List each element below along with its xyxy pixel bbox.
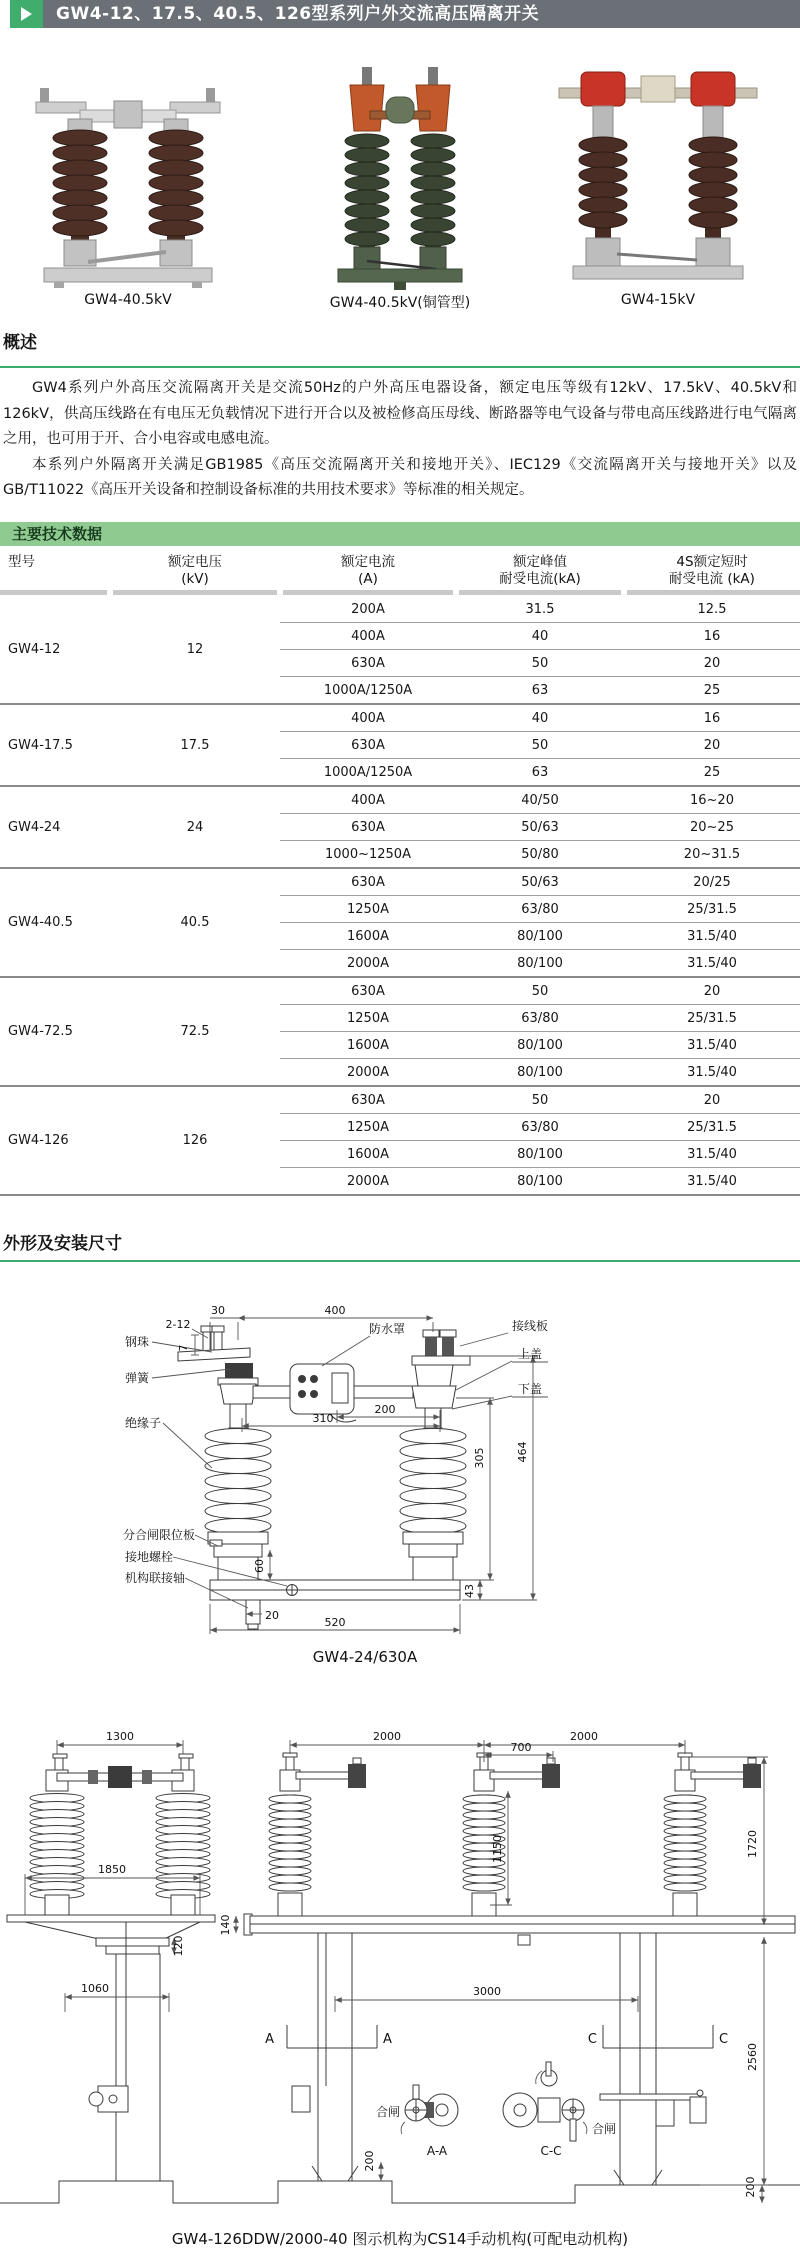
col-voltage: 额定电压 (kV) [168, 554, 222, 587]
cell-current: 1250A [280, 1005, 456, 1032]
dim-2560: 2560 [746, 2043, 759, 2071]
label-spring: 弹簧 [125, 1371, 150, 1385]
dim-310: 310 [312, 1412, 334, 1425]
cell-short: 25/31.5 [624, 1114, 800, 1141]
dim-3000: 3000 [473, 1985, 501, 1998]
overview-heading: 概述 [3, 333, 37, 353]
dim-1720: 1720 [746, 1830, 759, 1858]
cell-current: 630A [280, 868, 456, 896]
drawing-gw4-126 [0, 1682, 800, 2212]
dim-2000-b: 2000 [570, 1730, 598, 1743]
label-section-aa: A-A [426, 2144, 448, 2158]
cell-voltage: 12 [186, 642, 204, 657]
cell-peak: 63 [456, 759, 624, 787]
cell-short: 31.5/40 [624, 1059, 800, 1087]
cell-current: 630A [280, 814, 456, 841]
tech-data-banner [0, 522, 800, 546]
cell-short: 25/31.5 [624, 896, 800, 923]
dim-1150: 1150 [491, 1835, 504, 1863]
product-photo-gw4-15 [553, 68, 763, 294]
spec-row [0, 977, 800, 1005]
cell-current: 1250A [280, 896, 456, 923]
switch-photo-2 [310, 65, 490, 290]
dimensions-heading: 外形及安装尺寸 [3, 1234, 122, 1254]
mark-a-left: A [265, 2032, 274, 2047]
cell-peak: 50/63 [456, 868, 624, 896]
cell-peak: 80/100 [456, 923, 624, 950]
col-model: 型号 [8, 554, 35, 570]
dim-200-b: 200 [744, 2176, 757, 2198]
header-left-pad [0, 0, 10, 28]
drawing-caption-1: GW4-24/630A [312, 1648, 418, 1666]
cell-model: GW4-17.5 [0, 704, 110, 786]
spec-header-row [0, 551, 800, 589]
table-separator [0, 589, 800, 596]
page-header [0, 0, 800, 28]
cell-short: 31.5/40 [624, 923, 800, 950]
dimension-drawing-2 [0, 1682, 800, 2216]
dim-60: 60 [253, 1559, 266, 1573]
cell-current: 1600A [280, 1032, 456, 1059]
section-view-aa [401, 2085, 458, 2134]
mark-a-right: A [383, 2032, 392, 2047]
col-short: 4S额定短时 耐受电流 (kA) [669, 554, 755, 587]
label-ground-bolt: 接地螺栓 [125, 1550, 174, 1564]
insulator-left [53, 130, 107, 242]
cell-short: 31.5/40 [624, 1032, 800, 1059]
dim-464: 464 [516, 1441, 529, 1463]
spec-row [0, 704, 800, 732]
cell-current: 2000A [280, 1168, 456, 1196]
spec-row [0, 786, 800, 814]
cell-short: 31.5/40 [624, 1168, 800, 1196]
drawing-gw4-24 [60, 1278, 560, 1650]
overview-text [3, 376, 797, 504]
cell-current: 1000A/1250A [280, 677, 456, 705]
cell-short: 25 [624, 759, 800, 787]
cell-short: 20~31.5 [624, 841, 800, 869]
dim-20: 20 [265, 1609, 279, 1622]
dim-43: 43 [463, 1584, 476, 1598]
label-bottom-cover: 下盖 [517, 1382, 543, 1396]
label-terminal-plate: 接线板 [511, 1319, 549, 1333]
cell-current: 1000A/1250A [280, 759, 456, 787]
dimension-drawing-1 [60, 1278, 560, 1654]
cell-current: 1600A [280, 1141, 456, 1168]
spec-table [0, 551, 800, 1196]
cell-current: 1250A [280, 1114, 456, 1141]
cell-peak: 80/100 [456, 1032, 624, 1059]
label-section-cc: C-C [540, 2144, 562, 2158]
col-current: 额定电流 (A) [341, 554, 395, 587]
page-title: GW4-12、17.5、40.5、126型系列户外交流高压隔离开关 [56, 4, 540, 24]
cell-current: 630A [280, 1086, 456, 1114]
product-caption: GW4-15kV [620, 292, 696, 308]
dim-140: 140 [219, 1914, 232, 1936]
section-marker-icon [10, 0, 43, 28]
tech-data-heading: 主要技术数据 [12, 525, 103, 543]
insulator-right [149, 130, 203, 242]
cell-short: 25 [624, 677, 800, 705]
cell-current: 1000~1250A [280, 841, 456, 869]
left-pole [178, 1326, 271, 1534]
insulator-left [579, 137, 627, 238]
cell-short: 25/31.5 [624, 1005, 800, 1032]
switch-photo-3 [553, 68, 763, 290]
cell-current: 2000A [280, 950, 456, 978]
cell-short: 20~25 [624, 814, 800, 841]
drawing-caption-2: GW4-126DDW/2000-40 图示机构为CS14手动机构(可配电动机构) [171, 2230, 629, 2248]
cell-peak: 50 [456, 1086, 624, 1114]
cell-current: 400A [280, 623, 456, 650]
label-close-cc: 合闸 [592, 2122, 617, 2136]
spec-row [0, 1086, 800, 1114]
cell-peak: 50 [456, 732, 624, 759]
dim-2000-a: 2000 [373, 1730, 401, 1743]
dim-1060: 1060 [81, 1982, 109, 1995]
dim-1850: 1850 [98, 1863, 126, 1876]
cell-peak: 63/80 [456, 1005, 624, 1032]
overview-paragraph-2: 本系列户外隔离开关满足GB1985《高压交流隔离开关和接地开关》、IEC129《交流隔离开关与接地开关》以及GB/T11022《高压开关设备和控制设备标准的共用技术要求》等标准的相关规定。 [3, 456, 797, 498]
label-mech-shaft: 机构联接轴 [125, 1571, 186, 1585]
dim-200-a: 200 [363, 2150, 376, 2172]
dim-30: 30 [211, 1304, 225, 1317]
cell-short: 20 [624, 1086, 800, 1114]
cell-short: 20/25 [624, 868, 800, 896]
label-steel-ball: 钢珠 [125, 1335, 150, 1349]
label-waterproof-cover: 防水罩 [368, 1322, 406, 1336]
dim-120: 120 [172, 1935, 185, 1957]
cell-current: 400A [280, 786, 456, 814]
insulator-right [689, 137, 737, 238]
overview-paragraph-1: GW4系列户外高压交流隔离开关是交流50Hz的户外高压电器设备，额定电压等级有12kV、17.5kV、40.5kV和126kV，供高压线路在有电压无负载情况下进行开合以及被检修高压母线、断路器等电气设备与带电高压线路进行电气隔离之用，也可用于开、合小电容或电感电流。 [3, 380, 797, 447]
cell-voltage: 72.5 [110, 977, 280, 1086]
cell-model: GW4-12 [8, 642, 61, 657]
cell-current: 400A [280, 704, 456, 732]
right-pole [400, 1330, 470, 1534]
cell-current: 630A [280, 650, 456, 677]
cell-peak: 50/80 [456, 841, 624, 869]
cell-short: 16 [624, 704, 800, 732]
dim-305: 305 [473, 1447, 486, 1469]
dim-1300: 1300 [106, 1730, 134, 1743]
spec-row [0, 596, 800, 623]
label-close-aa: 合闸 [375, 2105, 400, 2119]
cell-peak: 80/100 [456, 1141, 624, 1168]
mark-c-right: C [719, 2032, 729, 2047]
product-photo-gw4-40-5 [28, 72, 228, 294]
mark-c-left: C [587, 2032, 597, 2047]
cell-voltage: 17.5 [110, 704, 280, 786]
green-divider [0, 1260, 800, 1262]
cell-peak: 80/100 [456, 1059, 624, 1087]
cell-model: GW4-72.5 [0, 977, 110, 1086]
cell-peak: 31.5 [525, 601, 555, 617]
dim-700: 700 [510, 1741, 532, 1754]
dim-7: 7 [177, 1344, 190, 1352]
dim-400: 400 [324, 1304, 346, 1317]
cell-peak: 40/50 [456, 786, 624, 814]
cell-short: 16~20 [624, 786, 800, 814]
insulator-left [345, 134, 389, 247]
label-limit-plate: 分合闸限位板 [123, 1528, 196, 1542]
cell-peak: 40 [456, 623, 624, 650]
product-caption: GW4-40.5kV [84, 292, 172, 308]
title-bar [43, 0, 800, 28]
dim-520: 520 [324, 1616, 346, 1629]
label-top-cover: 上盖 [517, 1347, 543, 1361]
cell-short: 31.5/40 [624, 1141, 800, 1168]
cell-peak: 50/63 [456, 814, 624, 841]
cell-model: GW4-24 [0, 786, 110, 868]
cell-peak: 80/100 [456, 1168, 624, 1196]
cell-current: 200A [351, 601, 385, 617]
cell-peak: 50 [456, 650, 624, 677]
product-photo-gw4-40-5-copper [310, 65, 490, 294]
cell-voltage: 24 [110, 786, 280, 868]
cell-model: GW4-40.5 [0, 868, 110, 977]
switch-photo-1 [28, 72, 228, 290]
section-view-cc [503, 2062, 587, 2141]
col-peak: 额定峰值 耐受电流(kA) [499, 554, 581, 587]
cell-voltage: 40.5 [110, 868, 280, 977]
green-divider [0, 366, 800, 368]
cell-peak: 63/80 [456, 896, 624, 923]
cell-current: 630A [280, 732, 456, 759]
cell-peak: 80/100 [456, 950, 624, 978]
cell-short: 20 [624, 732, 800, 759]
dim-200: 200 [374, 1403, 396, 1416]
cell-short: 20 [624, 977, 800, 1005]
dim-2-12: 2-12 [165, 1318, 191, 1331]
label-insulator: 绝缘子 [125, 1416, 162, 1430]
cell-short: 20 [624, 650, 800, 677]
play-triangle-icon [21, 7, 32, 21]
cell-peak: 50 [456, 977, 624, 1005]
cell-current: 630A [280, 977, 456, 1005]
product-caption: GW4-40.5kV(铜管型) [329, 295, 471, 311]
cell-peak: 40 [456, 704, 624, 732]
cell-short: 16 [624, 623, 800, 650]
cell-short: 12.5 [697, 601, 727, 617]
cell-current: 2000A [280, 1059, 456, 1087]
insulator-right [411, 134, 455, 247]
cell-model: GW4-126 [0, 1086, 110, 1195]
front-view-unit [7, 1754, 215, 2181]
cell-voltage: 126 [110, 1086, 280, 1195]
spec-row [0, 868, 800, 896]
cell-peak: 63/80 [456, 1114, 624, 1141]
cell-current: 1600A [280, 923, 456, 950]
cell-short: 31.5/40 [624, 950, 800, 978]
cell-peak: 63 [456, 677, 624, 705]
